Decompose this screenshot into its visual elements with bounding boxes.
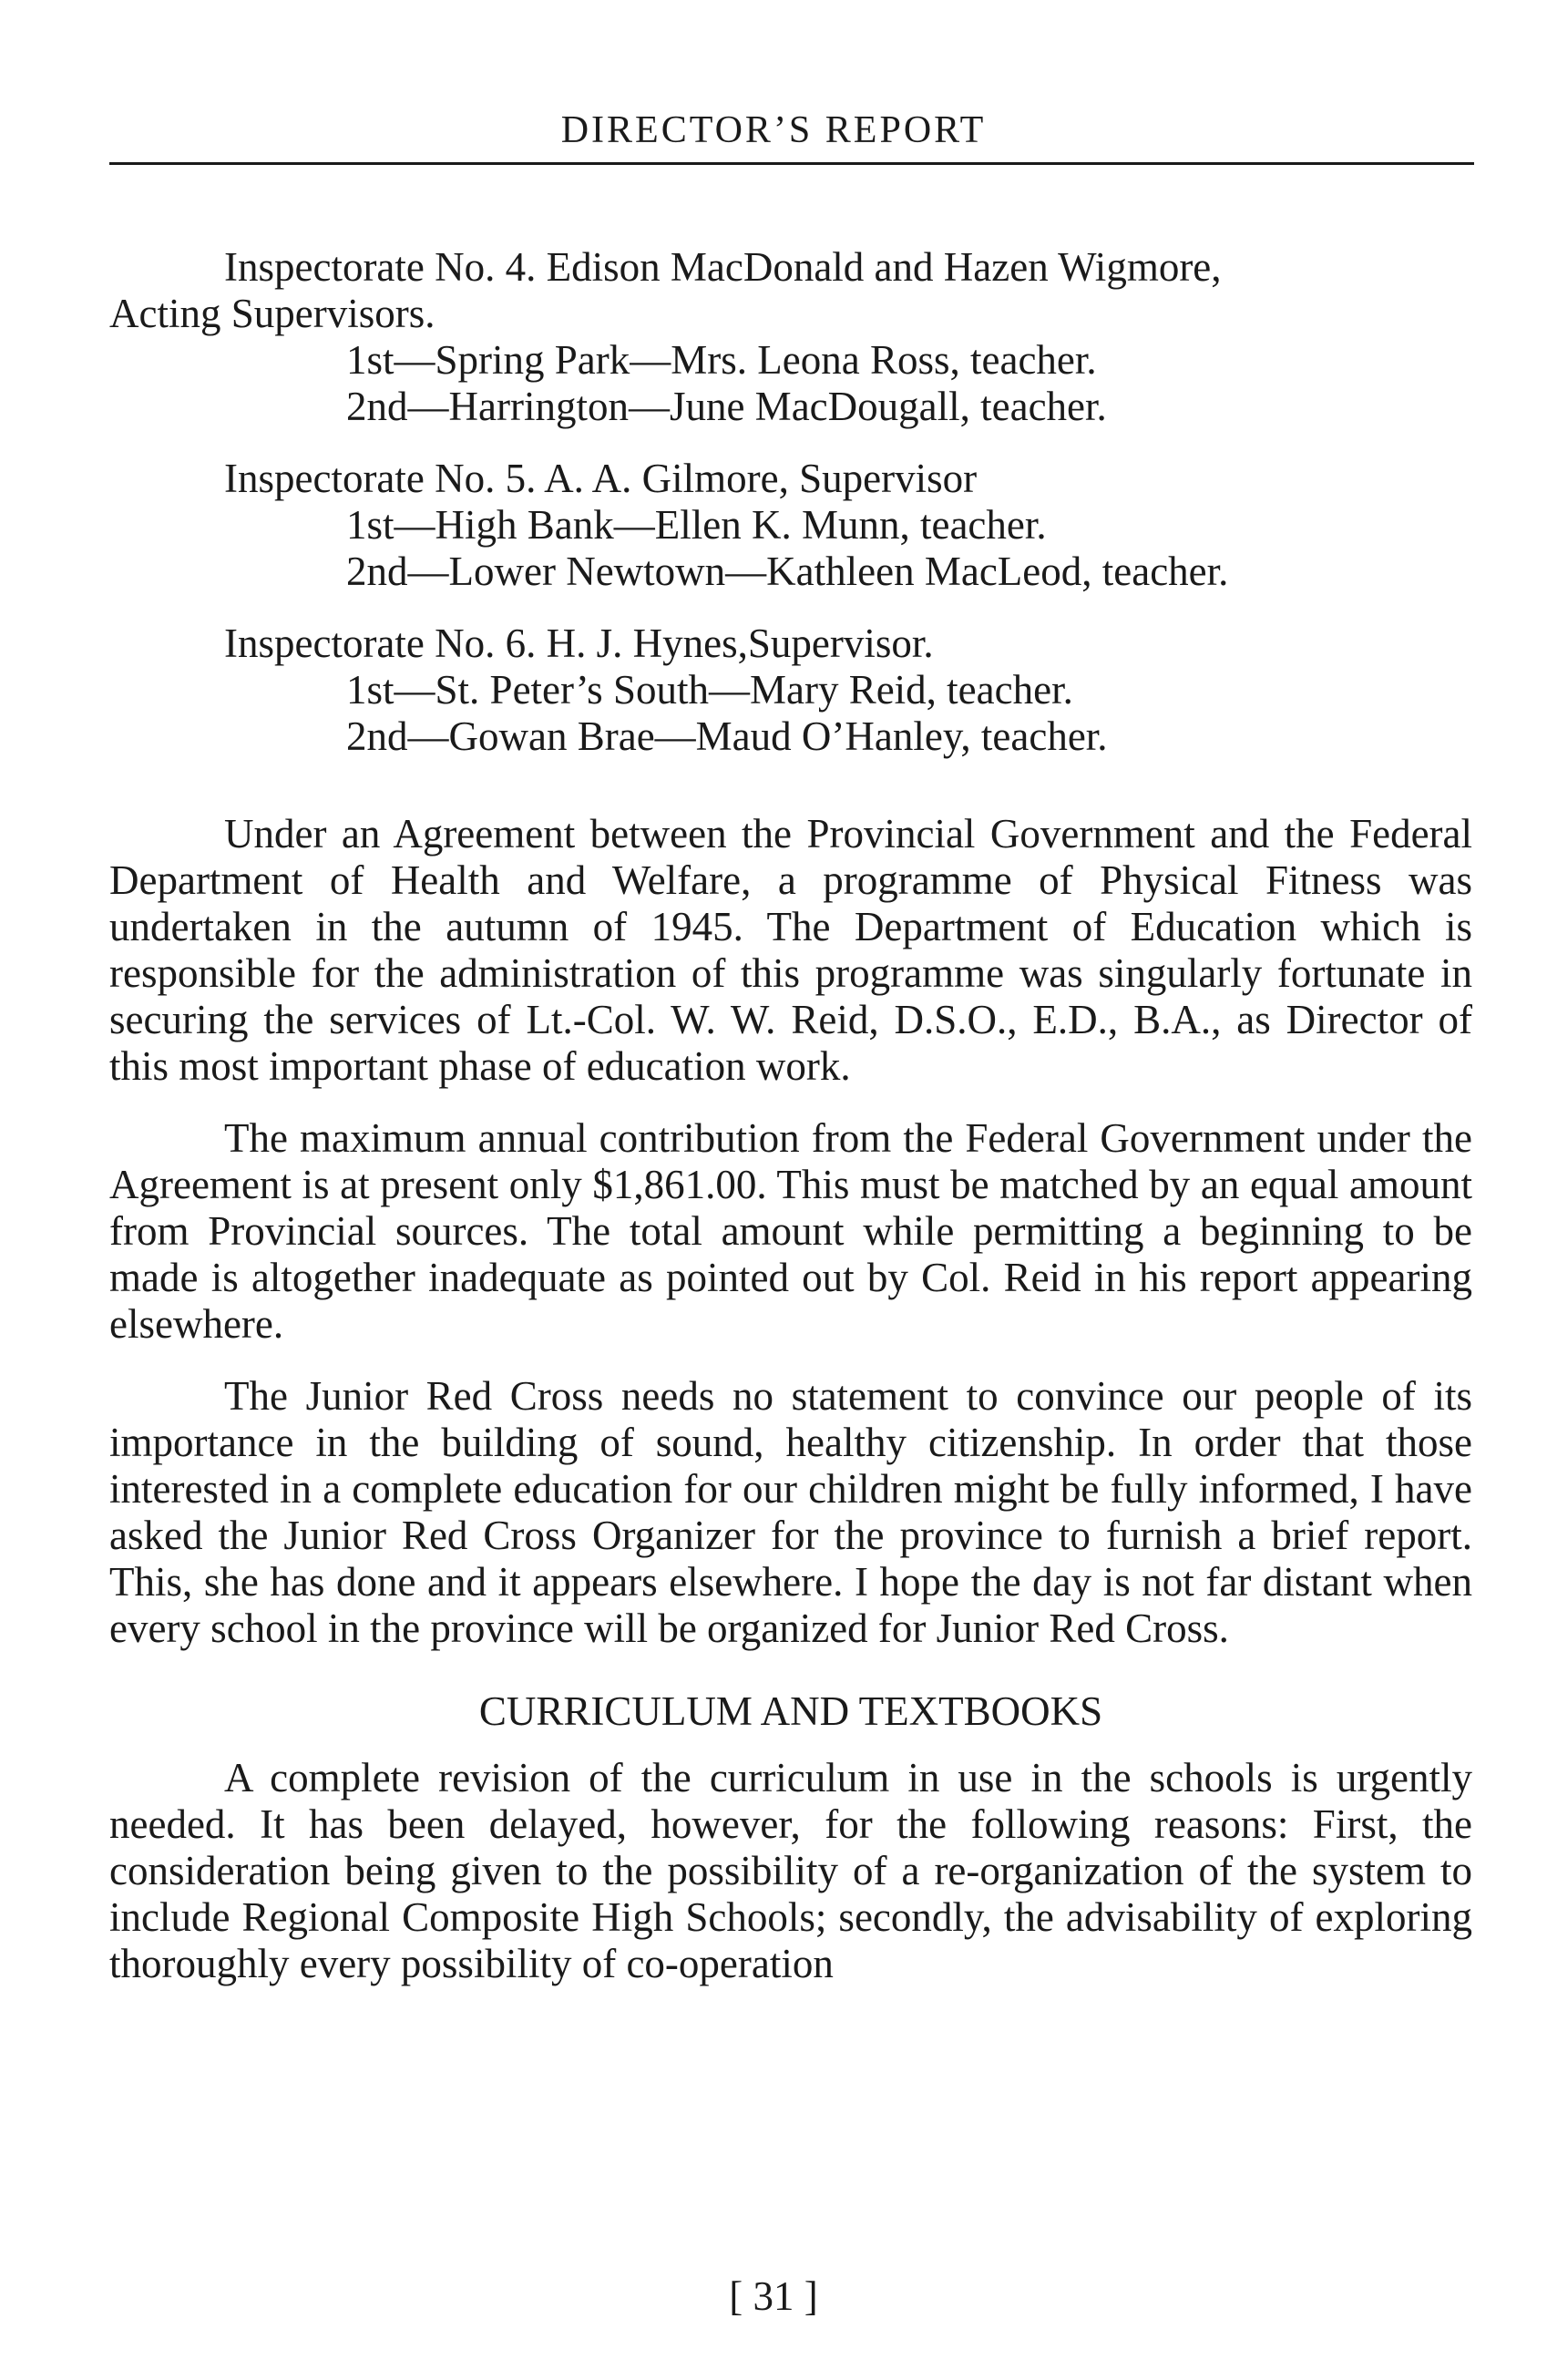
page-number: [ 31 ]: [729, 2273, 818, 2319]
inspectorate-6: [109, 621, 1472, 760]
main-body: [109, 811, 1472, 1987]
inspectorate-heading-continued: Acting Supervisors.: [109, 291, 435, 336]
inspectorate-heading: Inspectorate No. 5. A. A. Gilmore, Supervisor: [224, 456, 978, 501]
running-header: DIRECTOR’S REPORT: [560, 109, 987, 151]
inspectorate-heading: Inspectorate No. 6. H. J. Hynes,Supervisor.: [224, 621, 934, 666]
first-place: 1st—St. Peter’s South—Mary Reid, teacher.: [346, 667, 1073, 713]
first-place: 1st—Spring Park—Mrs. Leona Ross, teacher.: [346, 337, 1097, 383]
second-place: 2nd—Lower Newtown—Kathleen MacLeod, teacher.: [346, 549, 1229, 594]
inspectorate-5: [109, 456, 1472, 595]
federal-contribution-paragraph: The maximum annual contribution from the Federal Government under the Agreement is at present only $1,861.00. This must be matched by an equal amount from Provincial sources. The total amount while permitting a beginning to be made is altogether inadequate as pointed out by Col. Reid in his report appearing elsewhere.: [109, 1115, 1472, 1347]
header-rule: [109, 162, 1474, 165]
junior-red-cross-paragraph: The Junior Red Cross needs no statement to convince our people of its importance in the building of sound, healthy citizenship. In order that those interested in a complete education for our children might be fully informed, I have asked the Junior Red Cross Organizer for the province to furnish a brief report. This, she has done and it appears elsewhere. I hope the day is not far distant when every school in the province will be organized for Junior Red Cross.: [109, 1373, 1472, 1651]
physical-fitness-paragraph: Under an Agreement between the Provincial Government and the Federal Department of Health and Welfare, a programme of Physical Fitness was undertaken in the autumn of 1945. The Department of Education which is responsible for the administration of this programme was singularly fortunate in securing the services of Lt.-Col. W. W. Reid, D.S.O., E.D., B.A., as Director of this most important phase of education work.: [109, 811, 1472, 1089]
second-place: 2nd—Harrington—June MacDougall, teacher.: [346, 384, 1107, 429]
curriculum-paragraph: A complete revision of the curriculum in use in the schools is urgently needed. It has been delayed, however, for the following reasons: First, the consideration being given to the possibility of a re-organization of the system to include Regional Composite High Schools; secondly, the advisability of exploring thoroughly every possibility of co-operation: [109, 1755, 1472, 1986]
inspectorate-list: [109, 244, 1472, 760]
inspectorate-heading: Inspectorate No. 4. Edison MacDonald and Hazen Wigmore,: [224, 244, 1222, 290]
second-place: 2nd—Gowan Brae—Maud O’Hanley, teacher.: [346, 713, 1108, 759]
section-heading: CURRICULUM AND TEXTBOOKS: [478, 1688, 1103, 1734]
inspectorate-4: [109, 244, 1472, 430]
first-place: 1st—High Bank—Ellen K. Munn, teacher.: [346, 502, 1047, 548]
